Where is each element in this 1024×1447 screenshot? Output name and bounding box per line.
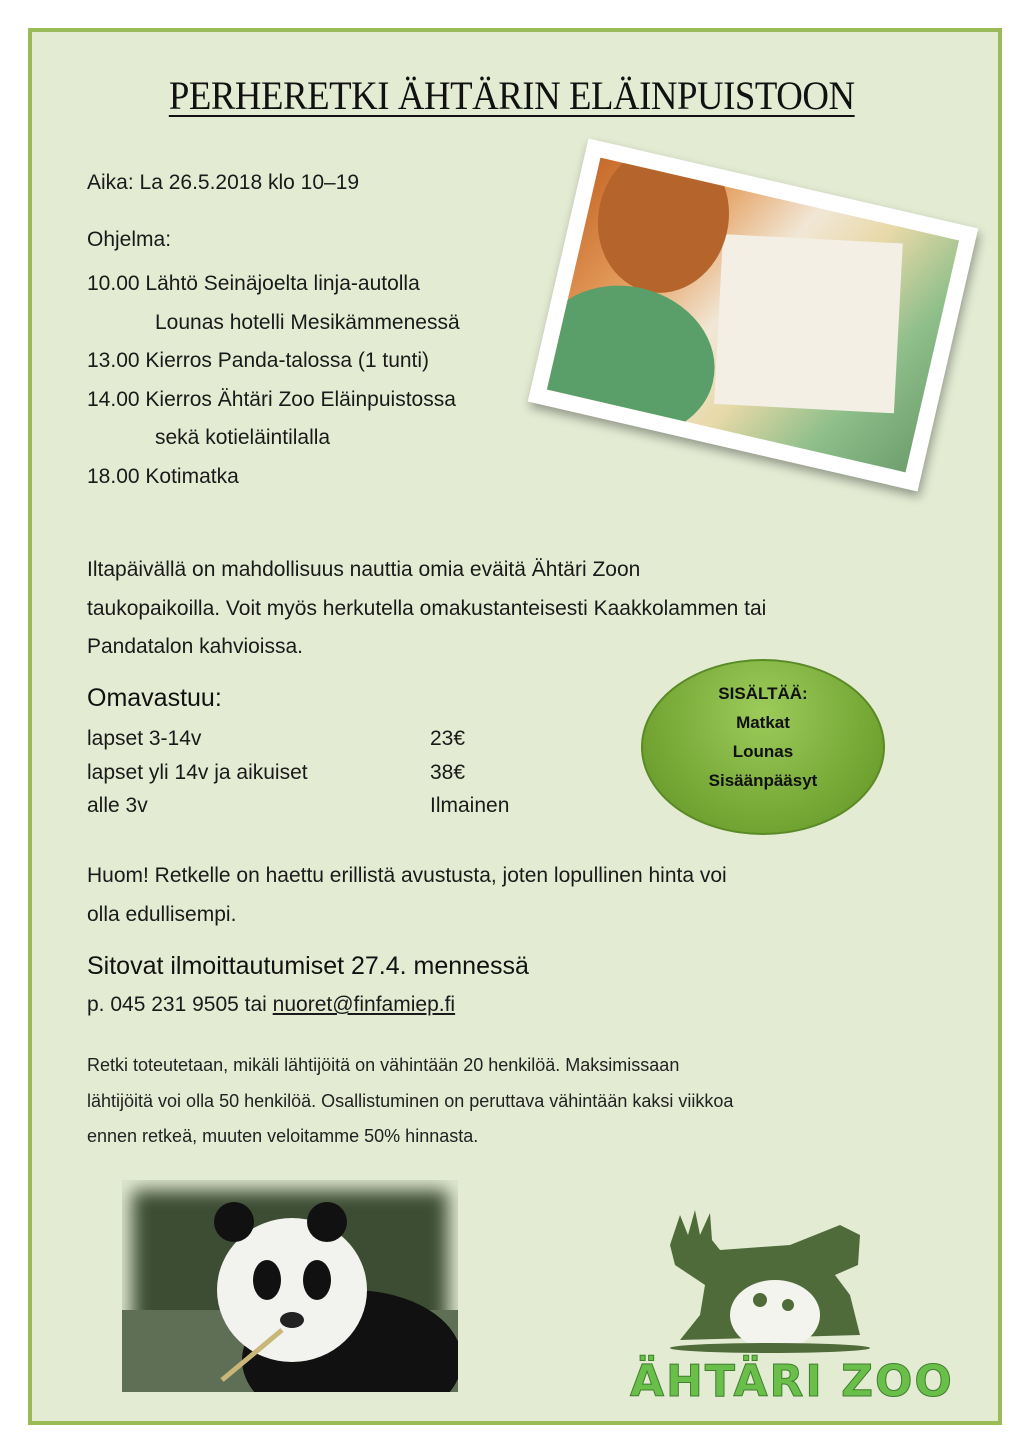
terms: Retki toteutetaan, mikäli lähtijöitä on vähintään 20 henkilöä. Maksimissaan lähtijöitä voi olla 50 henkilöä. Osallistuminen on peruttava vähintään kaksi viikkoa ennen retkeä, muuten veloitamme 50% hinnasta. (87, 1055, 734, 1146)
registration-heading: Sitovat ilmoittautumiset 27.4. mennessä (87, 952, 529, 980)
contact-line: p. 045 231 9505 tai nuoret@finfamiep.fi (87, 993, 456, 1016)
time-label: Aika: (87, 171, 134, 194)
price-table (87, 722, 509, 823)
time-line (87, 171, 359, 195)
logo-text: ÄHTÄRI ZOO (630, 1356, 954, 1407)
price-row: alle 3v Ilmainen (87, 794, 510, 817)
prices-heading: Omavastuu: (87, 684, 222, 712)
program-item-cont: Lounas hotelli Mesikämmenessä (155, 310, 460, 334)
program-label: Ohjelma: (87, 228, 172, 251)
note: Huom! Retkelle on haettu erillistä avustusta, joten lopullinen hinta voi olla edullisempi. (87, 864, 727, 926)
program-list (87, 265, 460, 496)
info-paragraph: Iltapäivällä on mahdollisuus nauttia omia eväitä Ähtäri Zoon taukopaikoilla. Voit myös herkutella omakustanteisesti Kaakkolammen tai Pandatalon kahvioissa. (87, 558, 767, 658)
price-row: lapset yli 14v ja aikuiset 38€ (87, 760, 466, 784)
time-value: La 26.5.2018 klo 10–19 (139, 171, 360, 194)
includes-badge: SISÄLTÄÄ: Matkat Lounas Sisäänpääsyt (641, 659, 885, 835)
program-item: 14.00 Kierros Ähtäri Zoo Eläinpuistossa (87, 387, 456, 411)
email-link[interactable]: nuoret@finfamiep.fi (272, 993, 456, 1016)
program-item: 13.00 Kierros Panda-talossa (1 tunti) (87, 349, 430, 372)
panda-photo (122, 1180, 458, 1392)
program-item: 10.00 Lähtö Seinäjoelta linja-autolla (87, 272, 420, 295)
ahtari-zoo-logo (660, 1205, 900, 1360)
price-row: lapset 3-14v 23€ (87, 727, 466, 750)
page-title: PERHERETKI ÄHTÄRIN ELÄINPUISTOON (169, 73, 855, 118)
program-item-cont: sekä kotieläintilalla (155, 426, 331, 449)
program-item: 18.00 Kotimatka (87, 464, 239, 488)
